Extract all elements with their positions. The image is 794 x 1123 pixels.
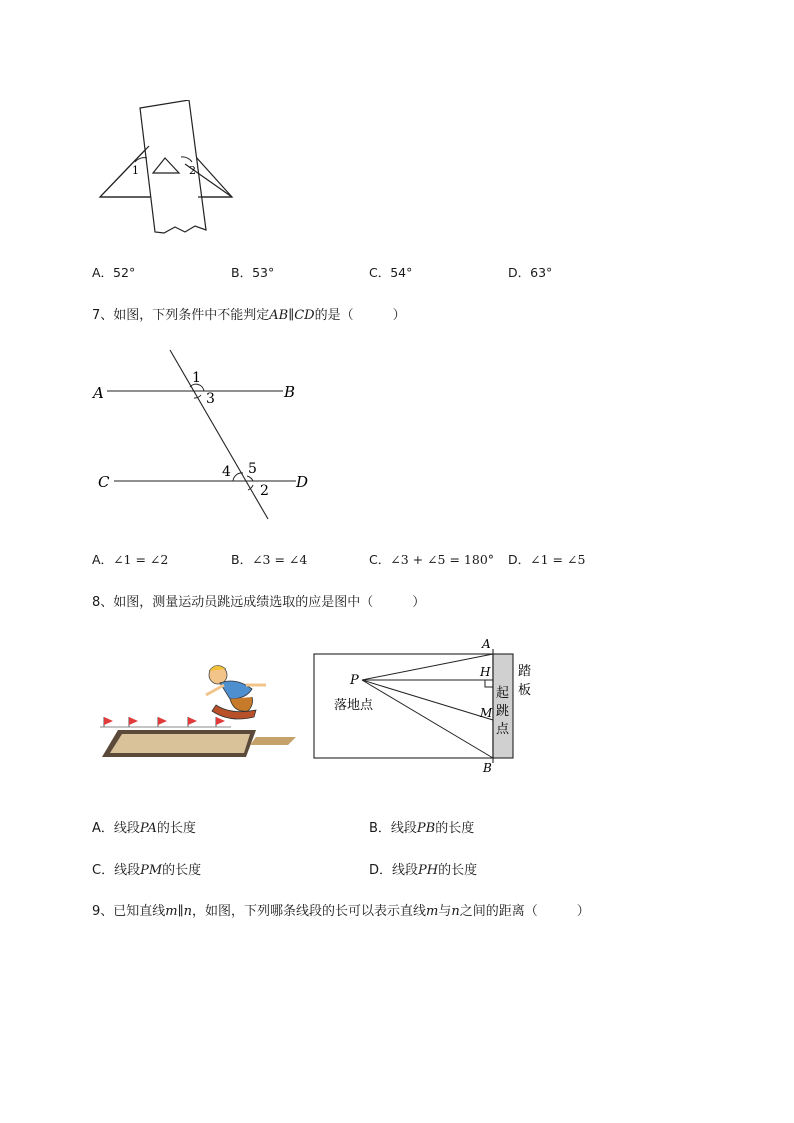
q6-option-b[interactable]: B．53° bbox=[231, 265, 275, 280]
q9-prefix: 9、已知直线 bbox=[92, 904, 166, 919]
q8-option-d-tail: 的长度 bbox=[438, 863, 478, 878]
landing-label: 落地点 bbox=[334, 698, 374, 713]
q7-option-c-letter: C． bbox=[369, 552, 391, 567]
q6-figure bbox=[95, 100, 240, 240]
angle-4: 4 bbox=[222, 464, 231, 480]
board-label-2: 板 bbox=[518, 683, 532, 698]
q8-option-c[interactable] bbox=[92, 859, 201, 878]
angle-label-2: 2 bbox=[189, 164, 196, 177]
q7-option-b-expr: ∠3 = ∠4 bbox=[252, 552, 308, 567]
q8-option-d-seg: PH bbox=[418, 863, 439, 878]
angle-1: 1 bbox=[192, 370, 201, 386]
q8-option-a-letter: A．线段 bbox=[92, 821, 140, 836]
q8-option-b-tail: 的长度 bbox=[435, 821, 475, 836]
q8-option-a-tail: 的长度 bbox=[156, 821, 196, 836]
takeoff-label-3: 点 bbox=[496, 722, 510, 737]
q8-option-b-seg: PB bbox=[416, 821, 436, 836]
q8-figure bbox=[300, 635, 545, 780]
q9-math: m∥n bbox=[165, 904, 192, 919]
q8-option-c-letter: C．线段 bbox=[92, 863, 141, 878]
q6-option-c[interactable]: C．54° bbox=[369, 265, 413, 280]
q8-option-b[interactable] bbox=[369, 817, 474, 836]
q9-m: m bbox=[426, 904, 439, 919]
q8-point-b: B bbox=[483, 761, 492, 775]
q8-point-m: M bbox=[480, 706, 493, 720]
board-label-1: 踏 bbox=[518, 664, 532, 679]
point-d: D bbox=[296, 473, 309, 491]
angle-label-1: 1 bbox=[132, 164, 139, 177]
q9-n: n bbox=[451, 904, 460, 919]
q9-yu: 与 bbox=[438, 904, 452, 919]
q9-middle: ，如图，下列哪条线段的长可以表示直线 bbox=[192, 904, 427, 919]
q7-option-b-letter: B． bbox=[231, 552, 253, 567]
transversal bbox=[170, 350, 268, 519]
q7-figure bbox=[90, 345, 320, 525]
q7-option-c-expr: ∠3 + ∠5 = 180° bbox=[390, 552, 495, 567]
q7-option-d[interactable] bbox=[508, 550, 585, 568]
q8-stem: 8、如图，测量运动员跳远成绩选取的应是图中（ ） bbox=[92, 595, 426, 610]
takeoff-label-2: 跳 bbox=[496, 704, 510, 719]
q7-option-c[interactable] bbox=[369, 550, 494, 568]
q8-option-b-letter: B．线段 bbox=[369, 821, 417, 836]
q8-option-a[interactable] bbox=[92, 817, 196, 836]
q8-option-c-seg: PM bbox=[140, 863, 163, 878]
angle-3: 3 bbox=[206, 391, 215, 407]
q7-option-d-expr: ∠1 = ∠5 bbox=[530, 552, 586, 567]
q7-option-a[interactable] bbox=[92, 550, 168, 568]
long-jump-illustration bbox=[96, 655, 301, 765]
q8-option-d-letter: D．线段 bbox=[369, 863, 419, 878]
point-a: A bbox=[93, 384, 104, 402]
q7-option-b[interactable] bbox=[231, 550, 307, 568]
q8-point-h: H bbox=[480, 665, 491, 679]
q9-suffix: 之间的距离（ ） bbox=[459, 904, 590, 919]
q7-stem bbox=[92, 304, 406, 323]
angle-2: 2 bbox=[260, 483, 269, 499]
q8-point-a: A bbox=[482, 637, 491, 651]
q7-option-a-letter: A． bbox=[92, 552, 114, 567]
q7-option-a-expr: ∠1 = ∠2 bbox=[113, 552, 169, 567]
q8-option-a-seg: PA bbox=[139, 821, 157, 836]
q8-point-p: P bbox=[350, 673, 359, 688]
q6-option-d[interactable]: D．63° bbox=[508, 265, 553, 280]
q8-option-d[interactable] bbox=[369, 859, 477, 878]
q7-stem-suffix: 的是（ ） bbox=[314, 308, 406, 323]
point-b: B bbox=[284, 383, 296, 401]
takeoff-label-1: 起 bbox=[496, 686, 510, 701]
q7-math: AB∥CD bbox=[269, 308, 315, 323]
angle-5: 5 bbox=[248, 461, 257, 477]
q6-option-a[interactable]: A．52° bbox=[92, 265, 136, 280]
q7-option-d-letter: D． bbox=[508, 552, 531, 567]
q7-stem-prefix: 7、如图，下列条件中不能判定 bbox=[92, 308, 270, 323]
q9-stem bbox=[92, 900, 590, 919]
point-c: C bbox=[98, 473, 110, 491]
q8-option-c-tail: 的长度 bbox=[162, 863, 202, 878]
